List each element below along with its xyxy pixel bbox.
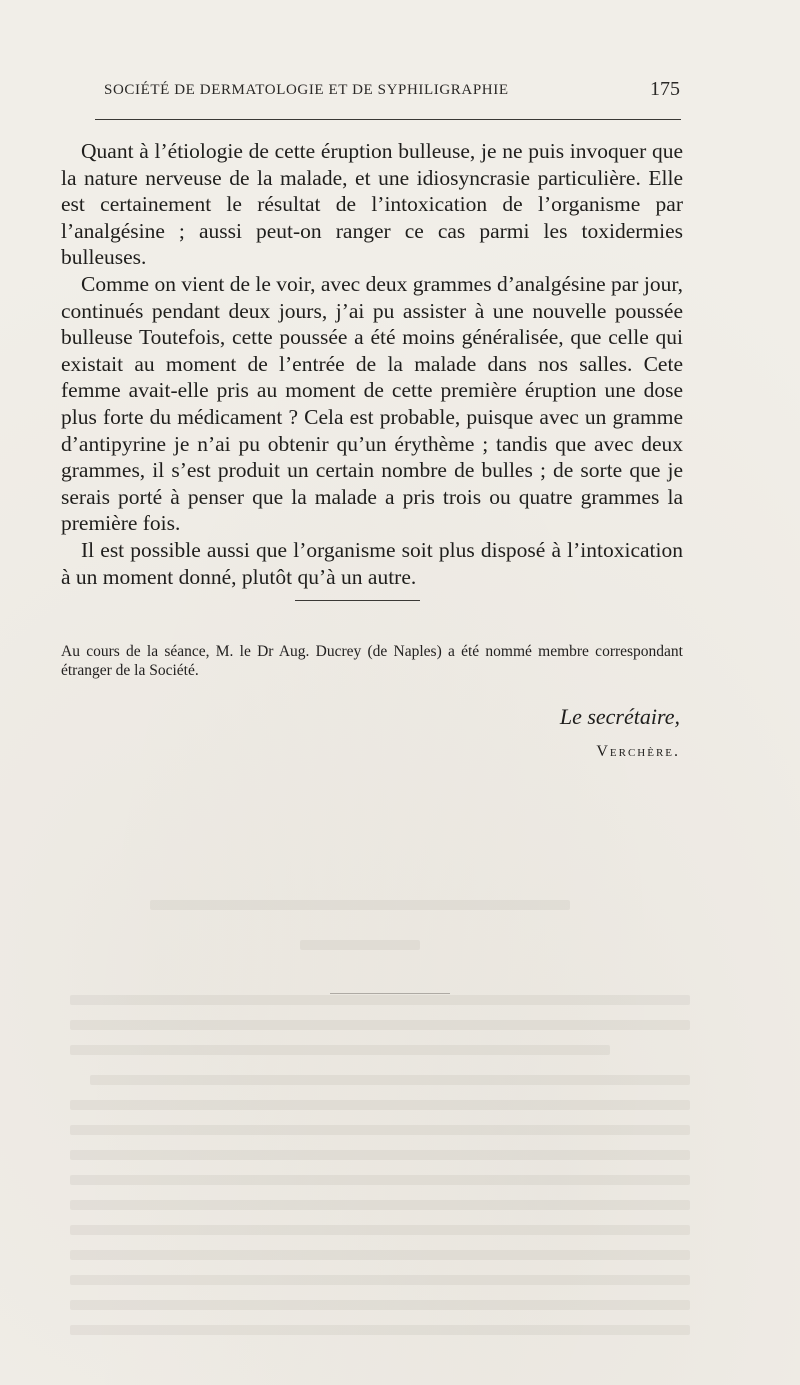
section-divider <box>295 600 420 601</box>
page-number: 175 <box>650 78 680 100</box>
signature-role: Le secrétaire, <box>559 704 680 729</box>
running-title: SOCIÉTÉ DE DERMATOLOGIE ET DE SYPHILIGRAPHIE <box>104 82 509 98</box>
signature-name: Verchère. <box>596 743 680 760</box>
show-through-texture <box>0 860 800 1385</box>
paragraph-dosage: Comme on vient de le voir, avec deux grammes d’analgésine par jour, continués pendant deux jours, j’ai pu assister à une nouvelle poussée bulleuse Toutefois, cette poussée a été moins généralisée, que celle qui existait au moment de l’entrée de la malade dans nos salles. Cete femme avait-elle pris au moment de cette première éruption une dose plus forte du médicament ? Cela est probable, puisque avec un gramme d’antipyrine je n’ai pu obtenir qu’un érythème ; tandis que avec deux grammes, il s’est produit un certain nombre de bulles ; de sorte que je serais porté à penser que la malade a pris trois ou quatre grammes la première fois. <box>61 271 683 536</box>
session-note: Au cours de la séance, M. le Dr Aug. Ducrey (de Naples) a été nommé membre correspondant étranger de la Société. <box>61 643 683 679</box>
show-through-rule <box>330 993 450 994</box>
running-head <box>98 78 682 102</box>
main-text <box>61 138 683 590</box>
paragraph-intoxication: Il est possible aussi que l’organisme soit plus disposé à l’intoxication à un moment donné, plutôt qu’à un autre. <box>61 537 683 589</box>
header-rule <box>95 119 681 120</box>
paragraph-etiology: Quant à l’étiologie de cette éruption bulleuse, je ne puis invoquer que la nature nerveuse de la malade, et une idiosyncrasie particulière. Elle est certainement le résultat de l’intoxication de l’organisme par l’analgésine ; aussi peut-on ranger ce cas parmi les toxidermies bulleuses. <box>61 139 683 270</box>
